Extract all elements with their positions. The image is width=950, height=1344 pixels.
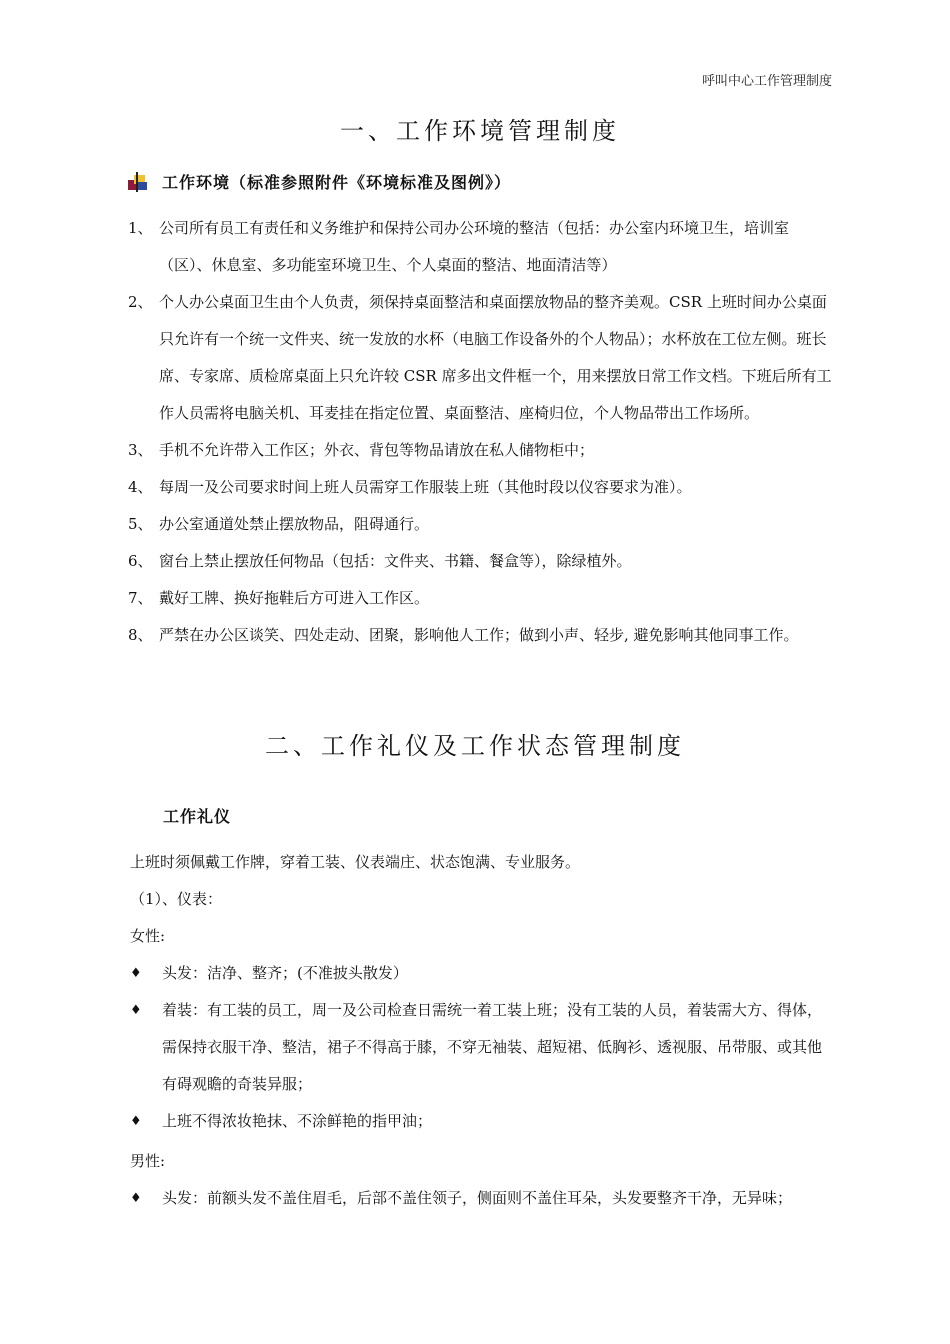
- male-label: 男性:: [130, 1152, 166, 1170]
- diamond-bullet-icon: ♦: [130, 966, 142, 981]
- list-item: [128, 506, 834, 543]
- list-item: [128, 617, 834, 654]
- item-text: 戴好工牌、换好拖鞋后方可进入工作区。: [159, 589, 430, 607]
- male-rules-list: [130, 1180, 836, 1217]
- list-item: [128, 469, 834, 506]
- intro-text: 上班时须佩戴工作牌，穿着工装、仪表端庄、状态饱满、专业服务。: [130, 853, 581, 871]
- diamond-bullet-icon: ♦: [130, 1191, 142, 1206]
- environment-rules-list: [128, 210, 834, 654]
- list-item: [130, 992, 836, 1103]
- item-text: 每周一及公司要求时间上班人员需穿工作服装上班（其他时段以仪容要求为准）。: [159, 478, 692, 496]
- header-note: 呼叫中心工作管理制度: [701, 74, 832, 89]
- list-item: [128, 210, 834, 284]
- item-text: 公司所有员工有责任和义务维护和保持公司办公环境的整洁（包括：办公室内环境卫生，培训室（区）、休息室、多功能室环境卫生、个人桌面的整洁、地面清洁等）: [159, 219, 790, 274]
- appearance-label: （1）、仪表：: [130, 890, 223, 908]
- item-number: 5、: [128, 515, 153, 533]
- list-item: [130, 1180, 836, 1217]
- list-item: [128, 284, 834, 432]
- section-2-subheading: 工作礼仪: [163, 807, 232, 826]
- item-text: 办公室通道处禁止摆放物品，阻碍通行。: [159, 515, 430, 533]
- female-label: 女性:: [130, 927, 166, 945]
- list-item: [130, 1103, 836, 1140]
- diamond-bullet-icon: ♦: [130, 1003, 142, 1018]
- item-text: 上班不得浓妆艳抹、不涂鲜艳的指甲油；: [162, 1112, 433, 1130]
- list-item: [130, 955, 836, 992]
- list-item: [128, 432, 834, 469]
- item-text: 窗台上禁止摆放任何物品（包括：文件夹、书籍、餐盒等），除绿植外。: [159, 552, 632, 570]
- item-text: 严禁在办公区谈笑、四处走动、团聚，影响他人工作；做到小声、轻步, 避免影响其他同事工作。: [159, 626, 799, 644]
- item-text: 手机不允许带入工作区；外衣、背包等物品请放在私人储物柜中；: [159, 441, 595, 459]
- item-number: 2、: [128, 293, 153, 311]
- list-item: [128, 543, 834, 580]
- item-number: 1、: [128, 219, 153, 237]
- item-number: 6、: [128, 552, 153, 570]
- section-1-subheading: [128, 170, 511, 193]
- item-text: 着装：有工装的员工，周一及公司检查日需统一着工装上班；没有工装的人员，着装需大方、得体，需保持衣服干净、整洁，裙子不得高于膝，不穿无袖装、超短裙、低胸衫、透视服、吊带服、或其他有碍观瞻的奇装异服；: [162, 1001, 823, 1093]
- section-1-title: 一、工作环境管理制度: [340, 117, 620, 145]
- colored-blocks-icon: [128, 172, 148, 192]
- list-item: [128, 580, 834, 617]
- item-text: 头发：洁净、整齐；(不准披头散发）: [162, 964, 408, 982]
- item-text: 个人办公桌面卫生由个人负责，须保持桌面整洁和桌面摆放物品的整齐美观。CSR 上班时间办公桌面只允许有一个统一文件夹、统一发放的水杯（电脑工作设备外的个人物品）；水杯放在工位左侧。班长席、专家席、质检席桌面上只允许较 CSR 席多出文件框一个，用来摆放日常工作文档。下班后所有工作人员需将电脑关机、耳麦挂在指定位置、桌面整洁、座椅归位，个人物品带出工作场所。: [159, 293, 832, 422]
- item-number: 7、: [128, 589, 153, 607]
- item-number: 3、: [128, 441, 153, 459]
- item-number: 4、: [128, 478, 153, 496]
- subheading-text: 工作环境（标准参照附件《环境标准及图例》）: [162, 173, 512, 192]
- item-number: 8、: [128, 626, 153, 644]
- diamond-bullet-icon: ♦: [130, 1114, 142, 1129]
- section-2-title: 二、工作礼仪及工作状态管理制度: [265, 732, 685, 760]
- female-rules-list: [130, 955, 836, 1140]
- item-text: 头发：前额头发不盖住眉毛，后部不盖住领子，侧面则不盖住耳朵，头发要整齐干净，无异味；: [162, 1189, 793, 1207]
